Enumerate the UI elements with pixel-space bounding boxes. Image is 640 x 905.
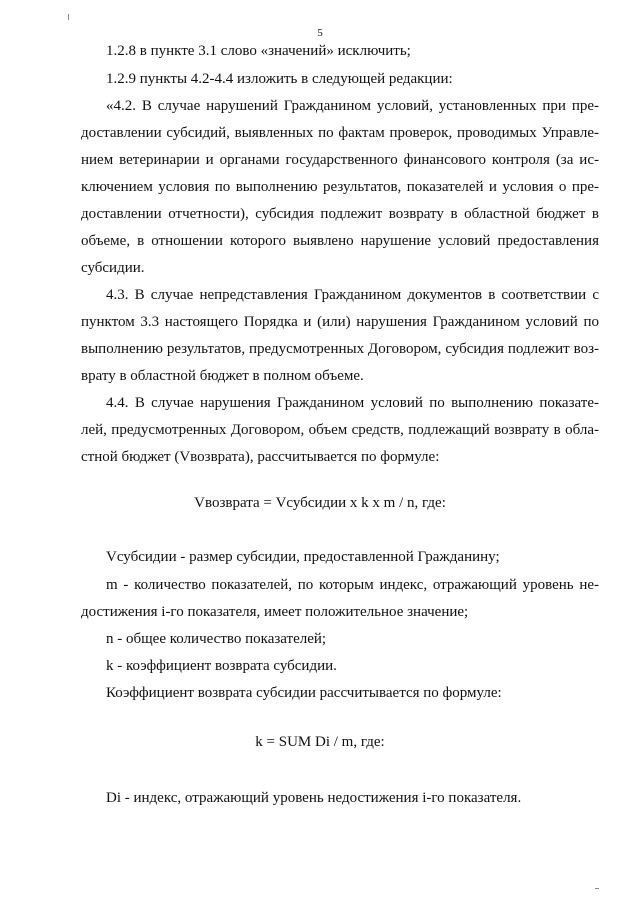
paragraph-4-4-line-1: 4.4. В случае нарушения Гражданином условий по выполнению показате- (106, 395, 599, 411)
paragraph-4-4-line-2: лей, предусмотренных Договором, объем средств, подлежащий возврату в обла- (81, 422, 599, 438)
coefficient-intro: Коэффициент возврата субсидии рассчитывается по формуле: (106, 685, 502, 701)
paragraph-4-2-line-2: доставлении субсидий, выявленных по фактам проверок, проводимых Управле- (81, 125, 599, 141)
definition-n: n - общее количество показателей; (106, 631, 327, 647)
definition-v-subsidy: Vсубсидии - размер субсидии, предоставленной Гражданину; (106, 549, 500, 565)
paragraph-4-3-line-1: 4.3. В случае непредставления Гражданином документов в соответствии с (106, 287, 599, 303)
paragraph-4-4-line-3: стной бюджет (Vвозврата), рассчитывается по формуле: (81, 449, 440, 465)
definition-m-line-1: m - количество показателей, по которым индекс, отражающий уровень не- (106, 577, 599, 593)
definition-m-line-2: достижения i-го показателя, имеет положительное значение; (81, 604, 469, 620)
page-number: 5 (317, 27, 323, 39)
paragraph-4-3-line-2: пунктом 3.3 настоящего Порядка и (или) нарушения Гражданином условий по (81, 314, 599, 330)
paragraph-1-2-9: 1.2.9 пункты 4.2-4.4 изложить в следующей редакции: (106, 71, 453, 87)
paragraph-4-2-line-4: ключением условия по выполнению результатов, показателей и условия о пре- (81, 179, 599, 195)
scan-speck (595, 888, 599, 889)
paragraph-1-2-8: 1.2.8 в пункте 3.1 слово «значений» исключить; (106, 43, 411, 59)
scan-speck (68, 14, 69, 20)
paragraph-4-2-line-7: субсидии. (81, 260, 145, 276)
paragraph-4-2-line-6: объеме, в отношении которого выявлено нарушение условий предоставления (81, 233, 599, 249)
paragraph-4-2-line-5: доставлении отчетности), субсидия подлежит возврату в областной бюджет в (81, 206, 599, 222)
paragraph-4-3-line-4: врату в областной бюджет в полном объеме. (81, 368, 364, 384)
paragraph-4-2-line-3: нием ветеринарии и органами государственного финансового контроля (за ис- (81, 152, 599, 168)
formula-v-return: Vвозврата = Vсубсидии x k x m / n, где: (194, 495, 446, 511)
formula-k: k = SUM Di / m, где: (255, 734, 385, 750)
definition-di: Di - индекс, отражающий уровень недостижения i-го показателя. (106, 790, 522, 806)
paragraph-4-3-line-3: выполнению результатов, предусмотренных Договором, субсидия подлежит воз- (81, 341, 599, 357)
paragraph-4-2-line-1: «4.2. В случае нарушений Гражданином условий, установленных при пре- (106, 98, 599, 114)
definition-k: k - коэффициент возврата субсидии. (106, 658, 337, 674)
